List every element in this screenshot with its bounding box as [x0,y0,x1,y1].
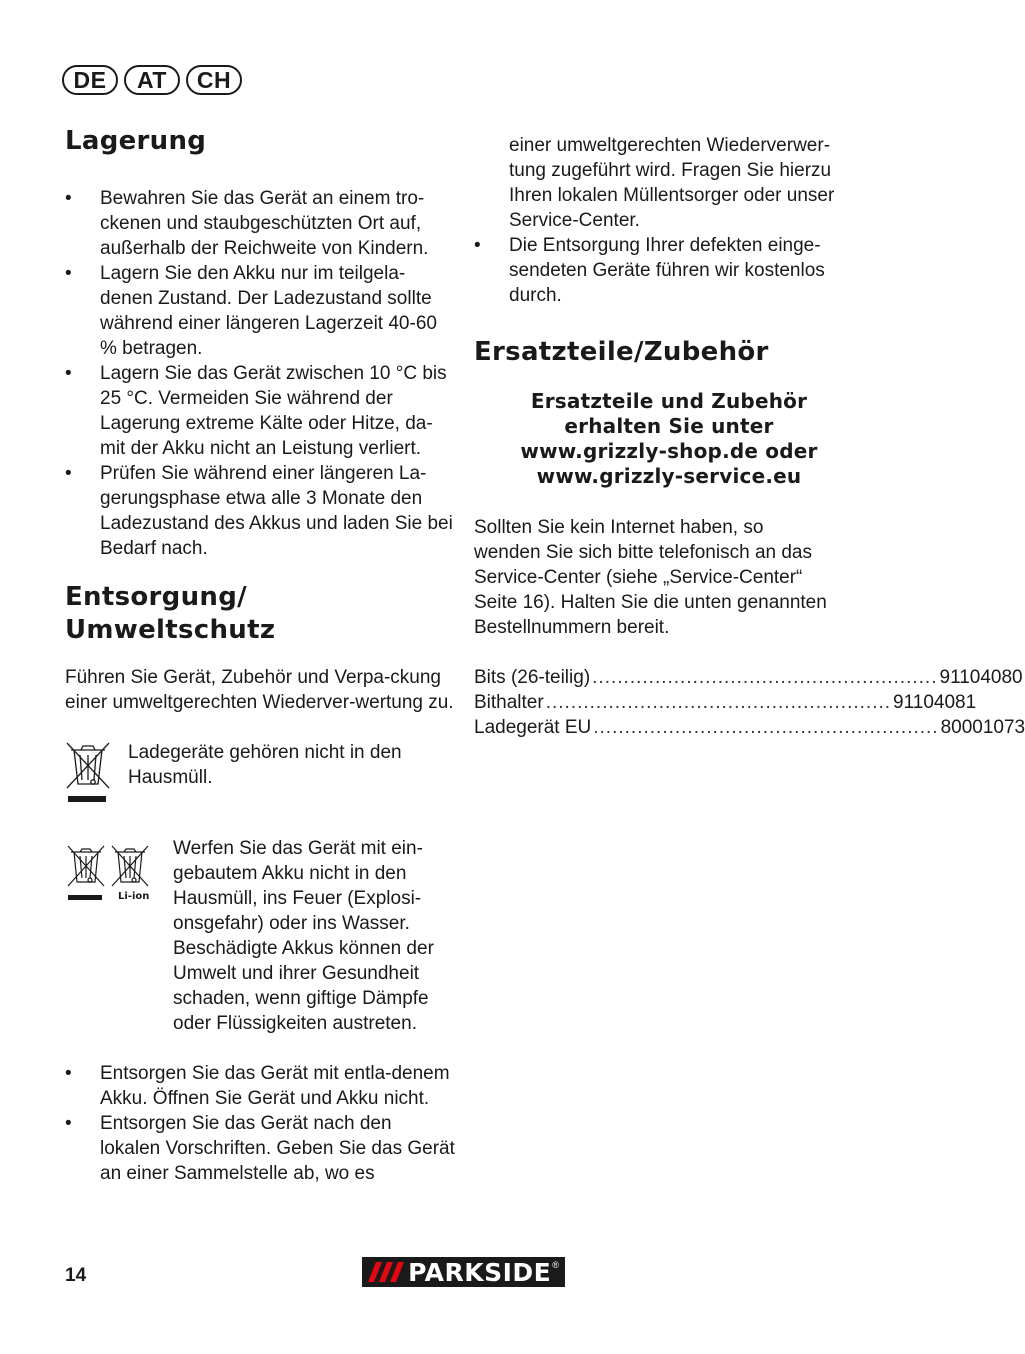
list-item: • Entsorgen Sie das Gerät nach den lokalen Vorschriften. Geben Sie das Gerät an einer Sammelstelle ab, wo es [65,1111,455,1186]
leader-dots: ....................................................... [545,692,892,713]
charger-note-text: Ladegeräte gehören nicht in den Hausmüll. [128,742,402,788]
list-item: • Prüfen Sie während einer längeren La-gerungsphase etwa alle 3 Monate den Ladezustand des Akkus und laden Sie bei Bedarf nach. [65,461,455,561]
shop-info [474,389,864,489]
shop-link[interactable]: www.grizzly-shop.de oder [520,439,818,463]
parts-row [474,690,977,715]
lagerung-list [65,186,455,561]
list-item: • Die Entsorgung Ihrer defekten einge-sendeten Geräte führen wir kostenlos durch. [474,233,864,308]
part-number: 80001073 [940,717,1025,738]
badge-at: AT [124,65,180,95]
service-line: Bestellnummern bereit. [474,617,670,638]
badge-de: DE [62,65,118,95]
right-column [474,133,1025,740]
service-info [474,515,864,640]
list-item: • Lagern Sie den Akku nur im teilgela-denen Zustand. Der Ladezustand sollte während einer längeren Lagerzeit 40-60 % betragen. [65,261,455,361]
brand-name: PARKSIDE [408,1257,552,1287]
leader-dots: ....................................................... [593,717,939,738]
heading-entsorgung-line1: Entsorgung/ [65,582,247,612]
part-name: Bithalter [474,692,544,713]
page-number: 14 [65,1265,87,1286]
crossed-bin-icon [65,740,128,811]
part-number: 91104081 [893,692,977,713]
liion-label: Li-ion [118,891,150,902]
registered-mark: ® [552,1260,559,1270]
service-line: wenden Sie sich bitte telefonisch an das [474,542,812,563]
heading-entsorgung [65,581,455,647]
part-name: Bits (26-teilig) [474,667,591,688]
shop-line: erhalten Sie unter [564,414,774,438]
country-badges [62,65,242,95]
service-line: Service-Center (siehe „Service-Center“ [474,567,803,588]
entsorgung-intro: Führen Sie Gerät, Zubehör und Verpa-ckung einer umweltgerechten Wiederver-wertung zu. [65,667,454,713]
entsorgung-list-2 [474,233,864,308]
slash-marks-icon [368,1261,404,1283]
entsorgung-list [65,1061,455,1186]
parts-list [474,665,1025,740]
badge-ch: CH [186,65,242,95]
service-line: Seite 16). Halten Sie die unten genannten [474,592,827,613]
leader-dots: ....................................................... [592,667,938,688]
charger-disposal-note [65,740,455,811]
list-item: • Lagern Sie das Gerät zwischen 10 °C bis 25 °C. Vermeiden Sie während der Lagerung extreme Kälte oder Hitze, da-mit der Akku nicht an Leistung verliert. [65,361,455,461]
shop-line: Ersatzteile und Zubehör [530,389,808,413]
battery-note-text: Werfen Sie das Gerät mit ein-gebautem Akku nicht in den Hausmüll, ins Feuer (Explosi-onsgefahr) oder ins Wasser. Beschädigte Akkus können der Umwelt und ihrer Gesundheit schaden, wenn giftige Dämpfe oder Flüssigkeiten austreten. [173,838,434,1034]
parts-row [474,665,1023,690]
list-item: • Entsorgen Sie das Gerät mit entla-denem Akku. Öffnen Sie Gerät und Akku nicht. [65,1061,455,1111]
part-name: Ladegerät EU [474,717,592,738]
heading-ersatzteile: Ersatzteile/Zubehör [474,337,769,367]
entsorgung-continuation: einer umweltgerechten Wiederverwer-tung zugeführt wird. Fragen Sie hierzu Ihren lokalen Müllentsorger oder unser Service-Center. [509,135,835,231]
shop-link[interactable]: www.grizzly-service.eu [536,464,802,488]
service-line: Sollten Sie kein Internet haben, so [474,517,764,538]
parkside-logo [362,1257,565,1287]
part-number: 91104080 [939,667,1023,688]
heading-lagerung: Lagerung [65,126,207,156]
heading-entsorgung-line2: Umweltschutz [65,615,276,645]
parts-row [474,715,1025,740]
battery-disposal-note [65,836,455,1036]
list-item: • Bewahren Sie das Gerät an einem tro-ckenen und staubgeschützten Ort auf, außerhalb der Reichweite von Kindern. [65,186,455,261]
left-column [65,125,455,1186]
liion-bin-icons [65,836,173,913]
